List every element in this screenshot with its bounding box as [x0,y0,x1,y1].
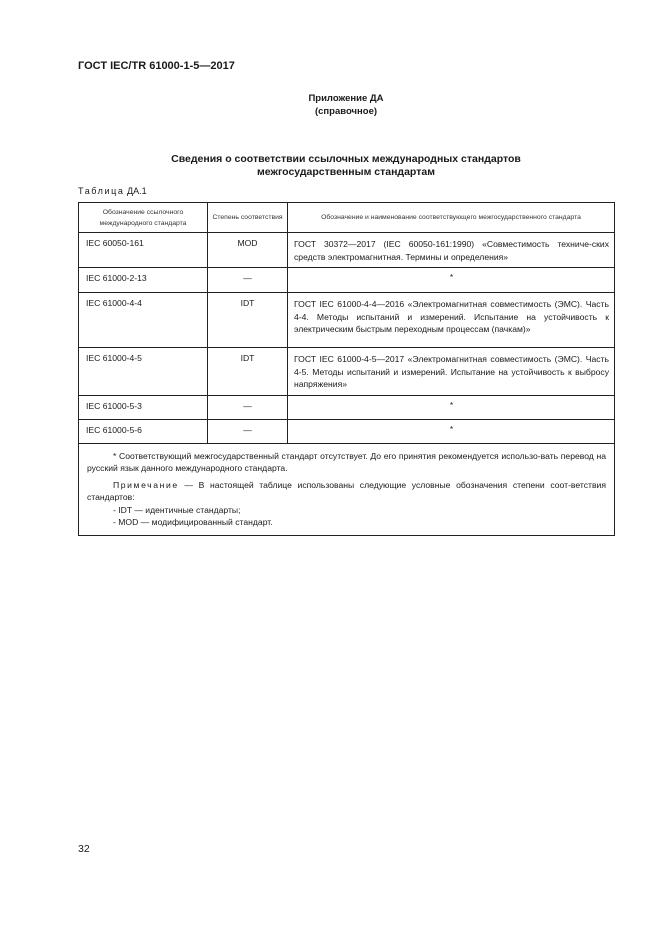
section-title-line2: межгосударственным стандартам [257,166,435,178]
note-item-idt: - IDT — идентичные стандарты; [113,504,241,515]
section-title-line1: Сведения о соответствии ссылочных международных стандартов [171,153,521,165]
cell-description: ГОСТ IEC 61000-4-5—2017 «Электромагнитная совместимость (ЭМС). Часть 4-5. Методы испытаний и измерений. Испытание на устойчивость к выбросу напряжения» [288,348,615,396]
table-row [79,233,615,268]
table-row [79,348,615,396]
document-code: ГОСТ IEC/TR 61000-1-5—2017 [78,60,235,72]
cell-reference: IEC 61000-2-13 [79,268,208,293]
cell-description: * [288,395,615,419]
table-notes [79,443,615,535]
annex-heading [0,92,661,118]
cell-description: * [288,268,615,293]
cell-reference: IEC 61000-4-5 [79,348,208,396]
header-interstate-standard: Обозначение и наименование соответствующего межгосударственного стандарта [288,203,615,233]
table-caption [78,186,147,196]
cell-description: ГОСТ IEC 61000-4-4—2016 «Электромагнитная совместимость (ЭМС). Часть 4-4. Методы испытаний и измерений. Испытание на устойчивость к электрическим быстрым переходным процессам (пачкам)» [288,293,615,348]
correspondence-table [78,202,615,536]
table-row [79,395,615,419]
cell-reference: IEC 61000-5-6 [79,419,208,443]
cell-degree: — [208,268,288,293]
cell-degree: — [208,395,288,419]
table-footnote: * Соответствующий межгосударственный стандарт отсутствует. До его принятия рекомендуется использо-вать перевод на русский язык данного международного стандарта. [87,450,606,473]
annex-subtitle: (справочное) [314,106,378,117]
page-number: 32 [78,843,90,855]
cell-reference: IEC 60050-161 [79,233,208,268]
table-row [79,268,615,293]
header-degree: Степень соответствия [208,203,288,233]
note-text: — В настоящей таблице использованы следующие условные обозначения степени соот-ветствия стандартов: [87,479,606,502]
table-header-row [79,203,615,233]
cell-reference: IEC 61000-4-4 [79,293,208,348]
table-note [87,479,606,504]
cell-degree: IDT [208,293,288,348]
annex-title: Приложение ДА [308,93,384,104]
cell-description: ГОСТ 30372—2017 (IEC 60050-161:1990) «Совместимость техниче-ских средств электромагнитная. Термины и определения» [288,233,615,268]
table-caption-number: ДА.1 [127,186,147,196]
cell-degree: — [208,419,288,443]
table-caption-word: Таблица [78,186,125,196]
cell-reference: IEC 61000-5-3 [79,395,208,419]
table-row [79,419,615,443]
section-heading [0,153,661,179]
cell-degree: MOD [208,233,288,268]
table-row [79,293,615,348]
table-notes-row [79,443,615,535]
note-label: Примечание [113,479,179,490]
note-item-mod: - MOD — модифицированный стандарт. [113,517,273,527]
cell-description: * [288,419,615,443]
cell-degree: IDT [208,348,288,396]
header-reference-standard: Обозначение ссылочного международного стандарта [79,203,208,233]
